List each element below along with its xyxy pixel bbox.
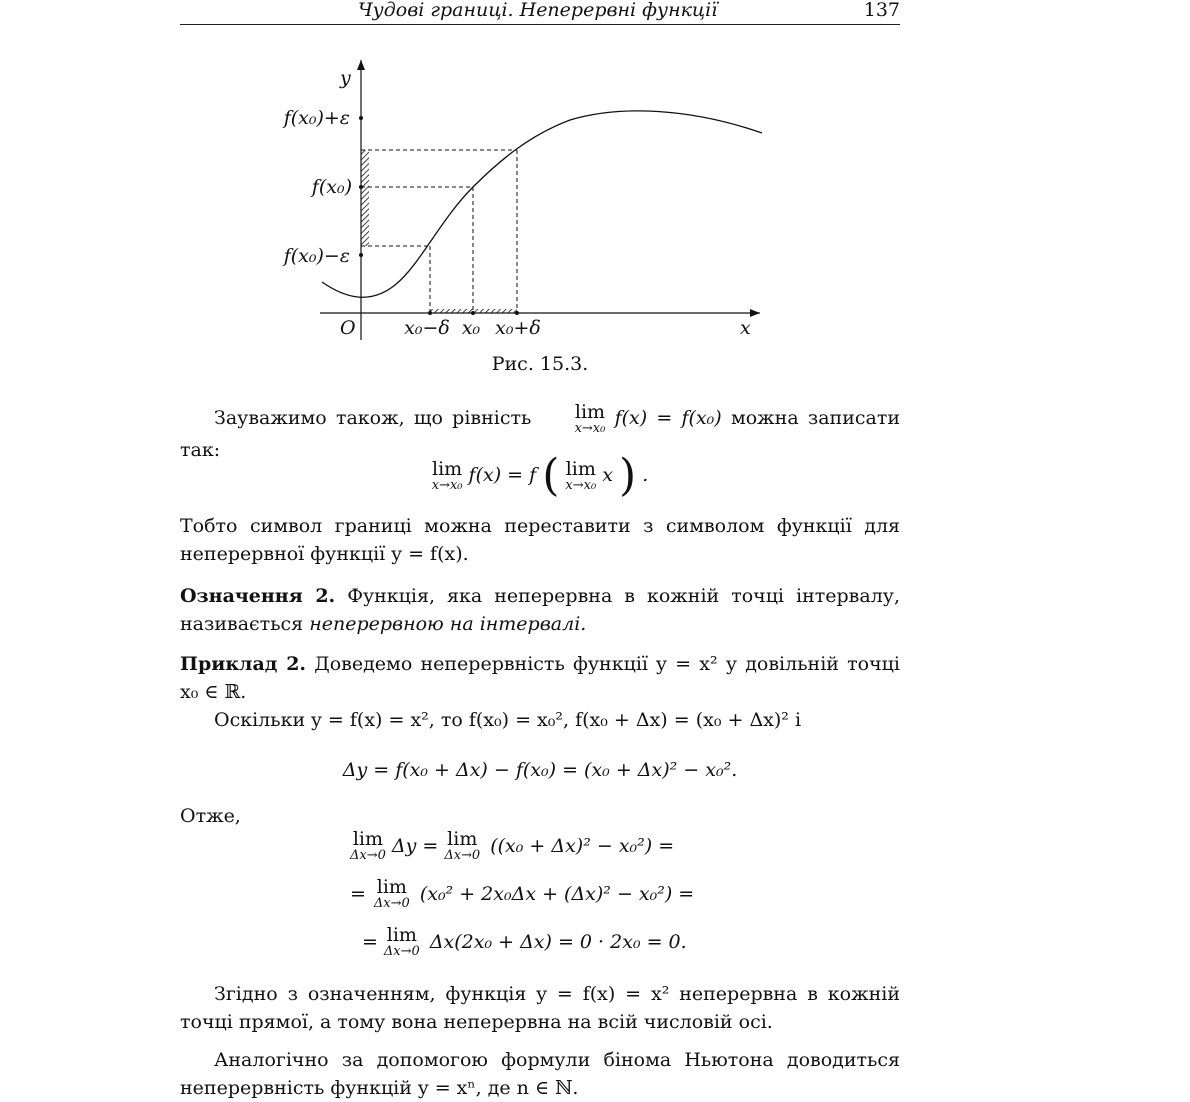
derivation-line-1 bbox=[350, 822, 830, 870]
x-axis-arrow bbox=[750, 309, 760, 317]
line3-right: Δx(2x₀ + Δx) = 0 · 2x₀ = 0. bbox=[429, 931, 687, 953]
lim-operator bbox=[384, 925, 420, 959]
tick-point bbox=[359, 253, 363, 257]
lim-subscript: x→x₀ bbox=[565, 478, 597, 493]
remark-expression: f(x) = f(x₀) bbox=[614, 407, 722, 429]
eq-left: f(x) = f bbox=[468, 464, 537, 486]
equation-lim-swap bbox=[180, 450, 900, 501]
y-axis-arrow bbox=[357, 60, 365, 70]
function-curve bbox=[322, 111, 762, 297]
page-number: 137 bbox=[863, 0, 900, 21]
x-axis-label: x bbox=[740, 317, 751, 339]
tick-point bbox=[471, 311, 475, 315]
paragraph-since: Оскільки y = f(x) = x², то f(x₀) = x₀², f(x₀ + Δx) = (x₀ + Δx)² і bbox=[214, 709, 802, 731]
line2-eq: = bbox=[350, 883, 366, 905]
equation-delta-y: Δy = f(x₀ + Δx) − f(x₀) = (x₀ + Δx)² − x₀². bbox=[342, 759, 738, 781]
tick-point bbox=[428, 311, 432, 315]
line1-right: ((x₀ + Δx)² − x₀²) = bbox=[490, 835, 675, 857]
label-x0: x₀ bbox=[461, 317, 481, 339]
lim-subscript: Δx→0 bbox=[350, 848, 386, 863]
paragraph-symbol-swap: Тобто символ границі можна переставити з символом функції для неперервної функції y = f(x). bbox=[180, 515, 900, 565]
paren-open: ( bbox=[542, 450, 560, 501]
remark-text: Зауважимо також, що рівність bbox=[214, 407, 532, 429]
lim-subscript: Δx→0 bbox=[444, 848, 481, 863]
lim-operator bbox=[444, 829, 480, 863]
dashed-guides bbox=[361, 150, 517, 313]
lim-operator bbox=[432, 459, 463, 493]
line2-right: (x₀² + 2x₀Δx + (Δx)² − x₀²) = bbox=[419, 883, 695, 905]
line3-eq: = bbox=[362, 931, 378, 953]
lim-subscript: x→x₀ bbox=[431, 478, 463, 493]
lim-subscript: Δx→0 bbox=[373, 896, 410, 911]
lim-word: lim bbox=[352, 828, 384, 850]
y-axis-label: y bbox=[340, 67, 351, 89]
running-title: Чудові границі. Неперервні функції bbox=[358, 0, 718, 21]
lim-word: lim bbox=[376, 876, 407, 898]
eq-end: . bbox=[642, 464, 649, 486]
example-body: Доведемо неперервність функції y = x² у довільній точці x₀ ∈ ℝ. bbox=[180, 653, 900, 703]
label-f-plus-eps: f(x₀)+ε bbox=[283, 107, 350, 129]
tick-point bbox=[359, 185, 363, 189]
label-x-plus-delta: x₀+δ bbox=[495, 317, 541, 339]
label-f-x0: f(x₀) bbox=[311, 176, 352, 198]
lim-operator bbox=[374, 877, 410, 911]
definition-title: Означення 2. bbox=[180, 585, 336, 607]
limit-derivation bbox=[350, 822, 830, 966]
figure-15-3 bbox=[260, 56, 780, 346]
derivation-line-3 bbox=[350, 918, 830, 966]
definition-body: Функція, яка неперервна в кожній точці інтервалу, називається bbox=[180, 585, 900, 635]
definition-2 bbox=[180, 582, 900, 638]
paragraph-therefore: Отже, bbox=[180, 805, 241, 827]
lim-word: lim bbox=[432, 458, 463, 480]
paragraph-newton: Аналогічно за допомогою формули бінома Ньютона доводиться неперервність функцій y = xⁿ, де n ∈ ℕ. bbox=[180, 1049, 900, 1099]
lim-word: lim bbox=[574, 401, 606, 423]
paragraph-remark bbox=[180, 402, 900, 464]
example-2 bbox=[180, 650, 900, 706]
lim-word: lim bbox=[565, 458, 596, 480]
running-header bbox=[180, 0, 900, 25]
eq-inner: x bbox=[602, 464, 613, 486]
y-interval-hatch bbox=[361, 150, 369, 246]
lim-operator bbox=[541, 402, 606, 436]
label-f-minus-eps: f(x₀)−ε bbox=[283, 245, 350, 267]
lim-subscript: Δx→0 bbox=[383, 944, 420, 959]
tick-point bbox=[515, 311, 519, 315]
figure-caption: Рис. 15.3. bbox=[491, 353, 589, 375]
label-x-minus-delta: x₀−δ bbox=[404, 317, 450, 339]
derivation-line-2 bbox=[350, 870, 830, 918]
lim-operator bbox=[565, 459, 596, 493]
definition-term: неперервною на інтервалі. bbox=[309, 613, 587, 635]
lim-word: lim bbox=[447, 828, 478, 850]
origin-label: O bbox=[340, 317, 356, 339]
paren-close: ) bbox=[619, 450, 637, 501]
line1-left: Δy = bbox=[391, 835, 439, 857]
remark-text-end: можна записати так: bbox=[180, 407, 901, 461]
lim-word: lim bbox=[386, 924, 417, 946]
paragraph-conclusion: Згідно з означенням, функція y = f(x) = x² неперервна в кожній точці прямої, а тому вона неперервна на всій числовій осі. bbox=[180, 983, 900, 1033]
lim-subscript: x→x₀ bbox=[574, 421, 606, 436]
example-title: Приклад 2. bbox=[180, 653, 307, 675]
tick-point bbox=[359, 116, 363, 120]
lim-operator bbox=[350, 829, 386, 863]
